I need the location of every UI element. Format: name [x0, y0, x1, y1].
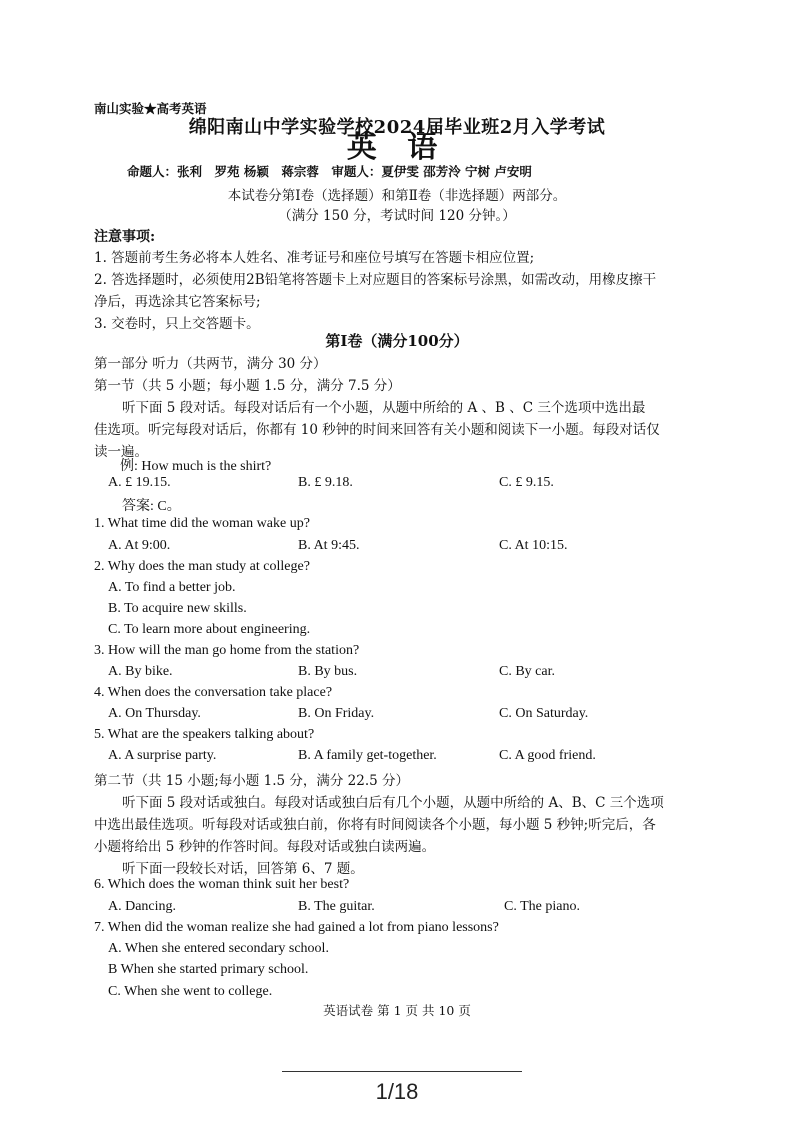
section2-instruction-c: 小题将给出 5 秒钟的作答时间。每段对话或独白读两遍。: [94, 839, 436, 855]
intro-line-2: （满分 150 分，考试时间 120 分钟。）: [278, 208, 516, 224]
intro-line-1: 本试卷分第Ⅰ卷（选择题）和第Ⅱ卷（非选择题）两部分。: [227, 188, 567, 204]
q5-option-b: B. A family get-together.: [298, 748, 437, 763]
volume-title: 第Ⅰ卷（满分100分）: [325, 332, 469, 350]
q6-question: 6. Which does the woman think suit her best?: [94, 877, 350, 892]
exam-title: 绵阳南山中学实验学校2024届毕业班2月入学考试: [188, 117, 606, 138]
example-option-c: C. £ 9.15.: [499, 475, 554, 490]
q4-option-c: C. On Saturday.: [499, 706, 589, 721]
q4-option-a: A. On Thursday.: [108, 706, 201, 721]
section2-title: 第二节（共 15 小题;每小题 1.5 分，满分 22.5 分）: [94, 773, 410, 789]
q3-question: 3. How will the man go home from the station?: [94, 643, 360, 658]
example-option-b: B. £ 9.18.: [298, 475, 353, 490]
q4-option-b: B. On Friday.: [298, 706, 375, 721]
q1-question: 1. What time did the woman wake up?: [94, 516, 310, 531]
viewer-divider: [282, 1071, 522, 1072]
page-counter: 1/18: [375, 1079, 419, 1104]
notice-item-2b: 净后，再选涂其它答案标号;: [94, 294, 261, 310]
section1-instruction-a: 听下面 5 段对话。每段对话后有一个小题，从题中所给的 A 、B 、C 三个选项中选出最: [122, 400, 646, 416]
example-answer: 答案: C。: [122, 499, 181, 514]
q2-option-a: A. To find a better job.: [108, 580, 236, 595]
q6-option-c: C. The piano.: [504, 899, 580, 914]
notice-item-2a: 2. 答选择题时，必须使用2B铅笔将答题卡上对应题目的答案标号涂黑，如需改动，用橡皮擦干: [94, 272, 657, 288]
part1-title: 第一部分 听力（共两节，满分 30 分）: [94, 356, 327, 372]
q7-option-c: C. When she went to college.: [108, 984, 273, 999]
q2-option-c: C. To learn more about engineering.: [108, 622, 311, 637]
example-option-a: A. £ 19.15.: [108, 475, 171, 490]
section1-instruction-c: 读一遍。: [94, 444, 148, 460]
authors-line: 命题人：张利 罗苑 杨颖 蒋宗蓉 审题人：夏伊雯 邵芳泠 宁树 卢安明: [127, 164, 532, 179]
notice-item-3: 3. 交卷时，只上交答题卡。: [94, 316, 260, 332]
notice-title: 注意事项:: [94, 229, 156, 245]
section2-instruction-b: 中选出最佳选项。听每段对话或独白前，你将有时间阅读各个小题，每小题 5 秒钟;听完后，各: [94, 817, 656, 833]
q1-option-b: B. At 9:45.: [298, 538, 360, 553]
q5-option-a: A. A surprise party.: [108, 748, 217, 763]
q5-option-c: C. A good friend.: [499, 748, 596, 763]
subject-title: 英 语: [346, 130, 448, 165]
q3-option-c: C. By car.: [499, 664, 555, 679]
q6-option-b: B. The guitar.: [298, 899, 375, 914]
q4-question: 4. When does the conversation take place?: [94, 685, 333, 700]
q7-option-a: A. When she entered secondary school.: [108, 941, 329, 956]
q7-option-b: B When she started primary school.: [108, 962, 309, 977]
q1-option-c: C. At 10:15.: [499, 538, 568, 553]
section1-title: 第一节（共 5 小题；每小题 1.5 分，满分 7.5 分）: [94, 378, 401, 394]
q7-question: 7. When did the woman realize she had gained a lot from piano lessons?: [94, 920, 499, 935]
q3-option-b: B. By bus.: [298, 664, 358, 679]
section1-instruction-b: 佳选项。听完每段对话后，你都有 10 秒钟的时间来回答有关小题和阅读下一小题。每段对话仅: [94, 422, 660, 438]
q2-option-b: B. To acquire new skills.: [108, 601, 247, 616]
page-footer: 英语试卷 第 1 页 共 10 页: [323, 1003, 471, 1018]
q6-option-a: A. Dancing.: [108, 899, 177, 914]
q3-option-a: A. By bike.: [108, 664, 173, 679]
section2-lead: 听下面一段较长对话，回答第 6、7 题。: [122, 861, 364, 877]
notice-item-1: 1. 答题前考生务必将本人姓名、准考证号和座位号填写在答题卡相应位置;: [94, 250, 535, 266]
q1-option-a: A. At 9:00.: [108, 538, 171, 553]
section2-instruction-a: 听下面 5 段对话或独白。每段对话或独白后有几个小题，从题中所给的 A、B、C 三个选项: [122, 795, 664, 811]
example-question: 例: How much is the shirt?: [120, 459, 272, 474]
q2-question: 2. Why does the man study at college?: [94, 559, 310, 574]
header-tag: 南山实验★高考英语: [94, 101, 207, 116]
q5-question: 5. What are the speakers talking about?: [94, 727, 315, 742]
